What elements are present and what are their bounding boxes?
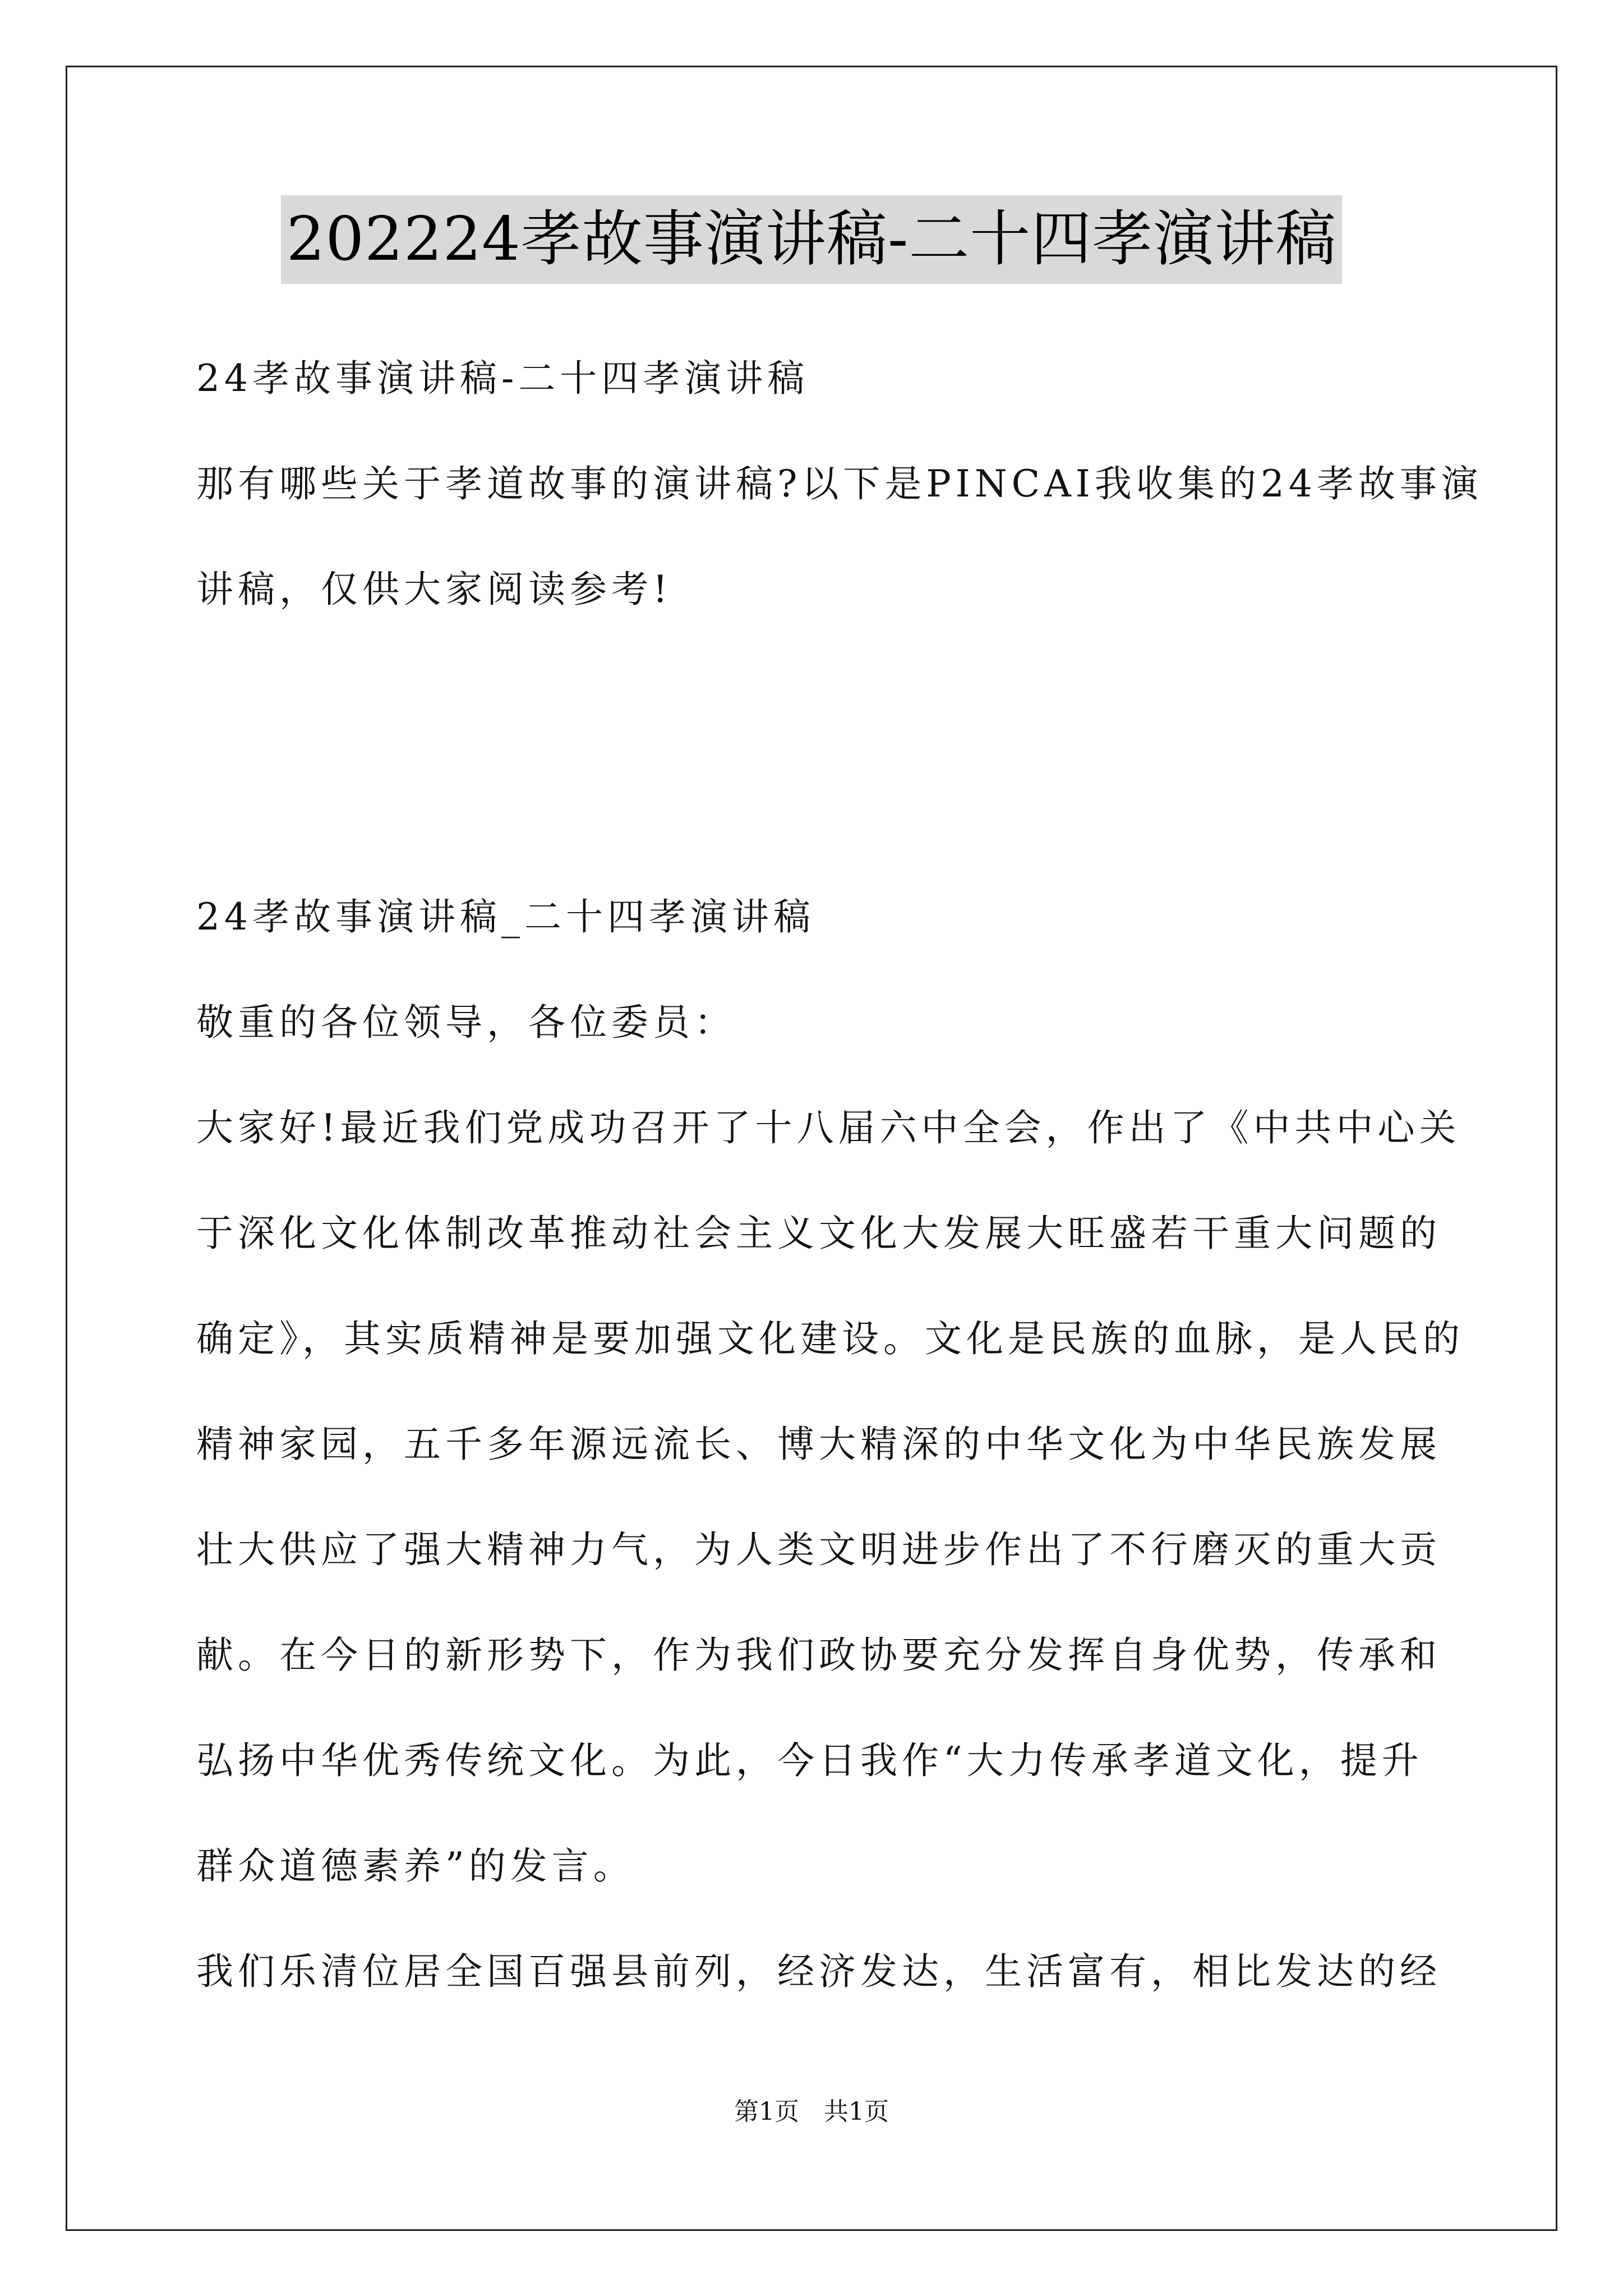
title-container bbox=[0, 195, 1623, 284]
paragraph-line-2: 于深化文化体制改革推动社会主义文化大发展大旺盛若干重大问题的 bbox=[196, 1212, 1441, 1255]
paragraph-line-5: 壮大供应了强大精神力气，为人类文明进步作出了不行磨灭的重大贡 bbox=[196, 1528, 1441, 1571]
document-title: 202224孝故事演讲稿-二十四孝演讲稿 bbox=[281, 195, 1343, 284]
paragraph-line-4: 精神家园，五千多年源远流长、博大精深的中华文化为中华民族发展 bbox=[196, 1423, 1441, 1466]
section-heading: 24孝故事演讲稿_二十四孝演讲稿 bbox=[196, 895, 815, 938]
page-footer: 第1页 共1页 bbox=[734, 2097, 889, 2126]
greeting-line: 敬重的各位领导，各位委员： bbox=[196, 1001, 736, 1044]
paragraph-line-1: 大家好!最近我们党成功召开了十八届六中全会，作出了《中共中心关 bbox=[196, 1106, 1461, 1149]
paragraph-line-7: 弘扬中华优秀传统文化。为此，今日我作“大力传承孝道文化，提升 bbox=[196, 1739, 1423, 1782]
paragraph2-line-1: 我们乐清位居全国百强县前列，经济发达，生活富有，相比发达的经 bbox=[196, 1950, 1441, 1993]
intro-line-2: 讲稿，仅供大家阅读参考! bbox=[196, 568, 672, 611]
paragraph-line-6: 献。在今日的新形势下，作为我们政协要充分发挥自身优势，传承和 bbox=[196, 1634, 1441, 1677]
paragraph-line-8: 群众道德素养”的发言。 bbox=[196, 1844, 635, 1888]
intro-heading: 24孝故事演讲稿-二十四孝演讲稿 bbox=[196, 357, 809, 400]
paragraph-line-3: 确定》，其实质精神是要加强文化建设。文化是民族的血脉，是人民的 bbox=[196, 1317, 1464, 1360]
intro-line-1: 那有哪些关于孝道故事的演讲稿?以下是PINCAI我收集的24孝故事演 bbox=[196, 462, 1483, 505]
